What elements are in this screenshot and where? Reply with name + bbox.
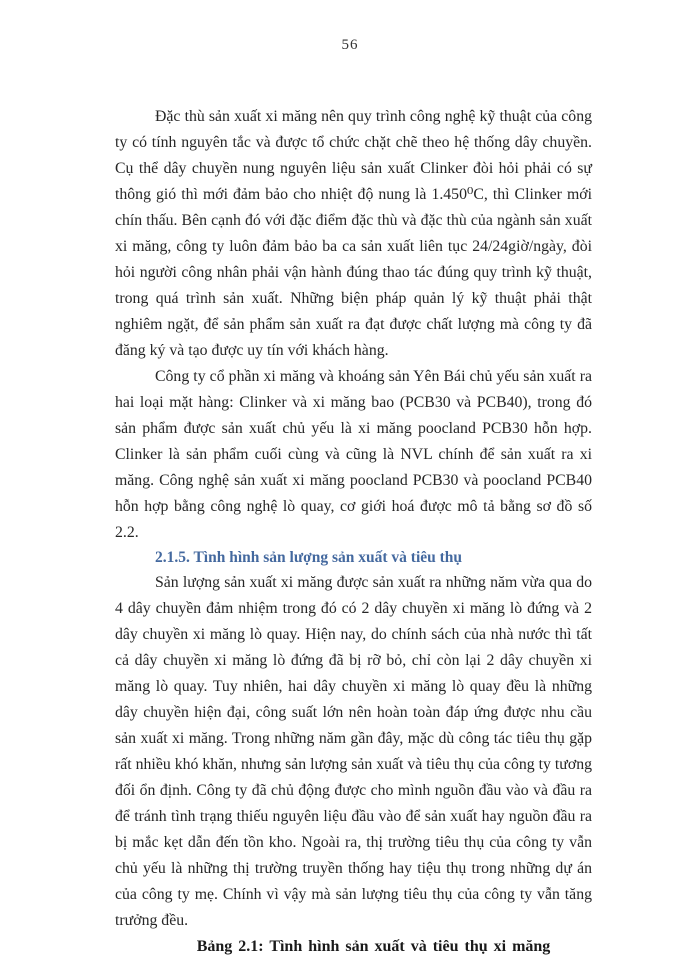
- paragraph: Công ty cổ phần xi măng và khoáng sản Yên Bái chủ yếu sản xuất ra hai loại mặt hàng: Clinker và xi măng bao (PCB30 và PCB40), trong đó sản phẩm được sản xuất chủ yếu là xi măng poocland PCB30 hỗn hợp. Clinker là sản phẩm cuối cùng và cũng là NVL chính để sản xuất ra xi măng. Công nghệ sản xuất xi măng poocland PCB30 và poocland PCB40 hỗn hợp bằng công nghệ lò quay, cơ giới hoá được mô tả bằng sơ đồ số 2.2.: [115, 368, 592, 541]
- page-content: [115, 104, 592, 960]
- paragraph: Sản lượng sản xuất xi măng được sản xuất ra những năm vừa qua do 4 dây chuyền đảm nhiệm trong đó có 2 dây chuyền xi măng lò đứng và 2 dây chuyền xi măng lò quay. Hiện nay, do chính sách của nhà nước thì tất cả dây chuyền xi măng lò đứng đã bị rỡ bỏ, chỉ còn lại 2 dây chuyền xi măng lò quay. Tuy nhiên, hai dây chuyền xi măng lò quay đều là những dây chuyền hiện đại, công suất lớn nên hoàn toàn đáp ứng được nhu cầu sản xuất xi măng. Trong những năm gần đây, mặc dù công tác tiêu thụ gặp rất nhiều khó khăn, nhưng sản lượng sản xuất và tiêu thụ của công ty tương đối ổn định. Công ty đã chủ động được cho mình nguồn đầu vào và đầu ra để tránh tình trạng thiếu nguyên liệu đầu vào để sản xuất hay nguồn đầu ra bị mắc kẹt dẫn đến tồn kho. Ngoài ra, thị trường tiêu thụ của công ty vẫn chủ yếu là những thị trường truyền thống hay tiệu thụ trong những dự án của công ty mẹ. Chính vì vậy mà sản lượng tiêu thụ của công ty vẫn tăng trưởng đều.: [115, 574, 592, 929]
- section-heading: 2.1.5. Tình hình sản lượng sản xuất và tiêu thụ: [155, 549, 463, 566]
- paragraph: Đặc thù sản xuất xi măng nên quy trình công nghệ kỹ thuật của công ty có tính nguyên tắc và được tổ chức chặt chẽ theo hệ thống dây chuyền. Cụ thể dây chuyền nung nguyên liệu sản xuất Clinker đòi hỏi phải có sự thông gió thì mới đảm bảo cho nhiệt độ nung là 1.450⁰C, thì Clinker mới chín thấu. Bên cạnh đó với đặc điểm đặc thù và đặc thù của ngành sản xuất xi măng, công ty luôn đảm bảo ba ca sản xuất liên tục 24/24giờ/ngày, đòi hỏi người công nhân phải vận hành đúng thao tác đúng quy trình kỹ thuật, trong quá trình sản xuất. Những biện pháp quản lý kỹ thuật phải thật nghiêm ngặt, để sản phẩm sản xuất ra đạt được chất lượng mà công ty đã đăng ký và tạo được uy tín với khách hàng.: [115, 108, 592, 359]
- page-number: 56: [341, 37, 359, 53]
- table-caption: Bảng 2.1: Tình hình sản xuất và tiêu thụ xi măng: [196, 938, 551, 955]
